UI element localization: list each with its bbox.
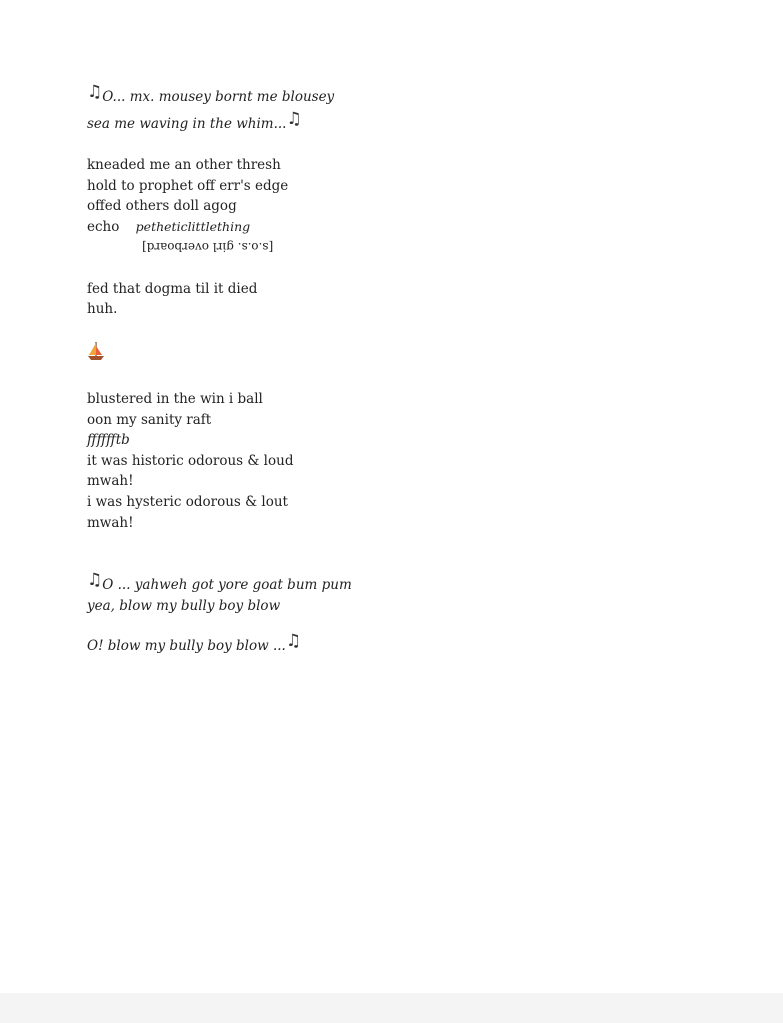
stanza4-line7: mwah! — [87, 515, 134, 531]
music-note-icon: ♫ — [87, 82, 103, 102]
music-note-icon: ♫ — [87, 570, 103, 590]
sailboat-icon — [86, 340, 106, 362]
stanza2-line2: hold to prophet off err's edge — [87, 178, 289, 194]
echo-word: echo — [87, 219, 120, 235]
music-note-icon: ♫ — [286, 109, 302, 129]
stanza3-line2: huh. — [87, 301, 118, 317]
stanza2-line3: offed others doll agog — [87, 198, 237, 214]
stanza3-line1: fed that dogma til it died — [87, 281, 258, 297]
stanza2-line4 — [87, 218, 250, 236]
stanza4-line1: blustered in the win i ball — [87, 391, 263, 407]
music-note-icon: ♫ — [285, 631, 302, 651]
stanza4-line4: it was historic odorous & loud — [87, 453, 294, 469]
stanza5-line3-text: O! blow my bully boy blow ... — [87, 638, 286, 654]
stanza4-line3: fffffftb — [87, 432, 130, 448]
stanza5-line2: yea, blow my bully boy blow — [87, 598, 281, 614]
stanza4-line6: i was hysteric odorous & lout — [87, 494, 288, 510]
page-bottom-edge — [0, 993, 783, 1023]
stanza5-line1 — [87, 570, 352, 594]
stanza1-line2-text: sea me waving in the whim... — [87, 116, 287, 132]
stanza1-line2 — [87, 109, 302, 133]
stanza5-line3 — [87, 631, 302, 655]
pathetic-little-thing: petheticlittlething — [135, 219, 251, 234]
upside-down-text: [s.o.s. girl overboard] — [142, 240, 274, 254]
stanza4-line2: oon my sanity raft — [87, 412, 212, 428]
stanza1-line1-text: O... mx. mousey bornt me blousey — [102, 89, 335, 105]
stanza2-line1: kneaded me an other thresh — [87, 157, 281, 173]
stanza1-line1 — [87, 82, 335, 106]
stanza5-line1-text: O ... yahweh got yore goat bum pum — [102, 577, 352, 593]
stanza4-line5: mwah! — [87, 473, 134, 489]
